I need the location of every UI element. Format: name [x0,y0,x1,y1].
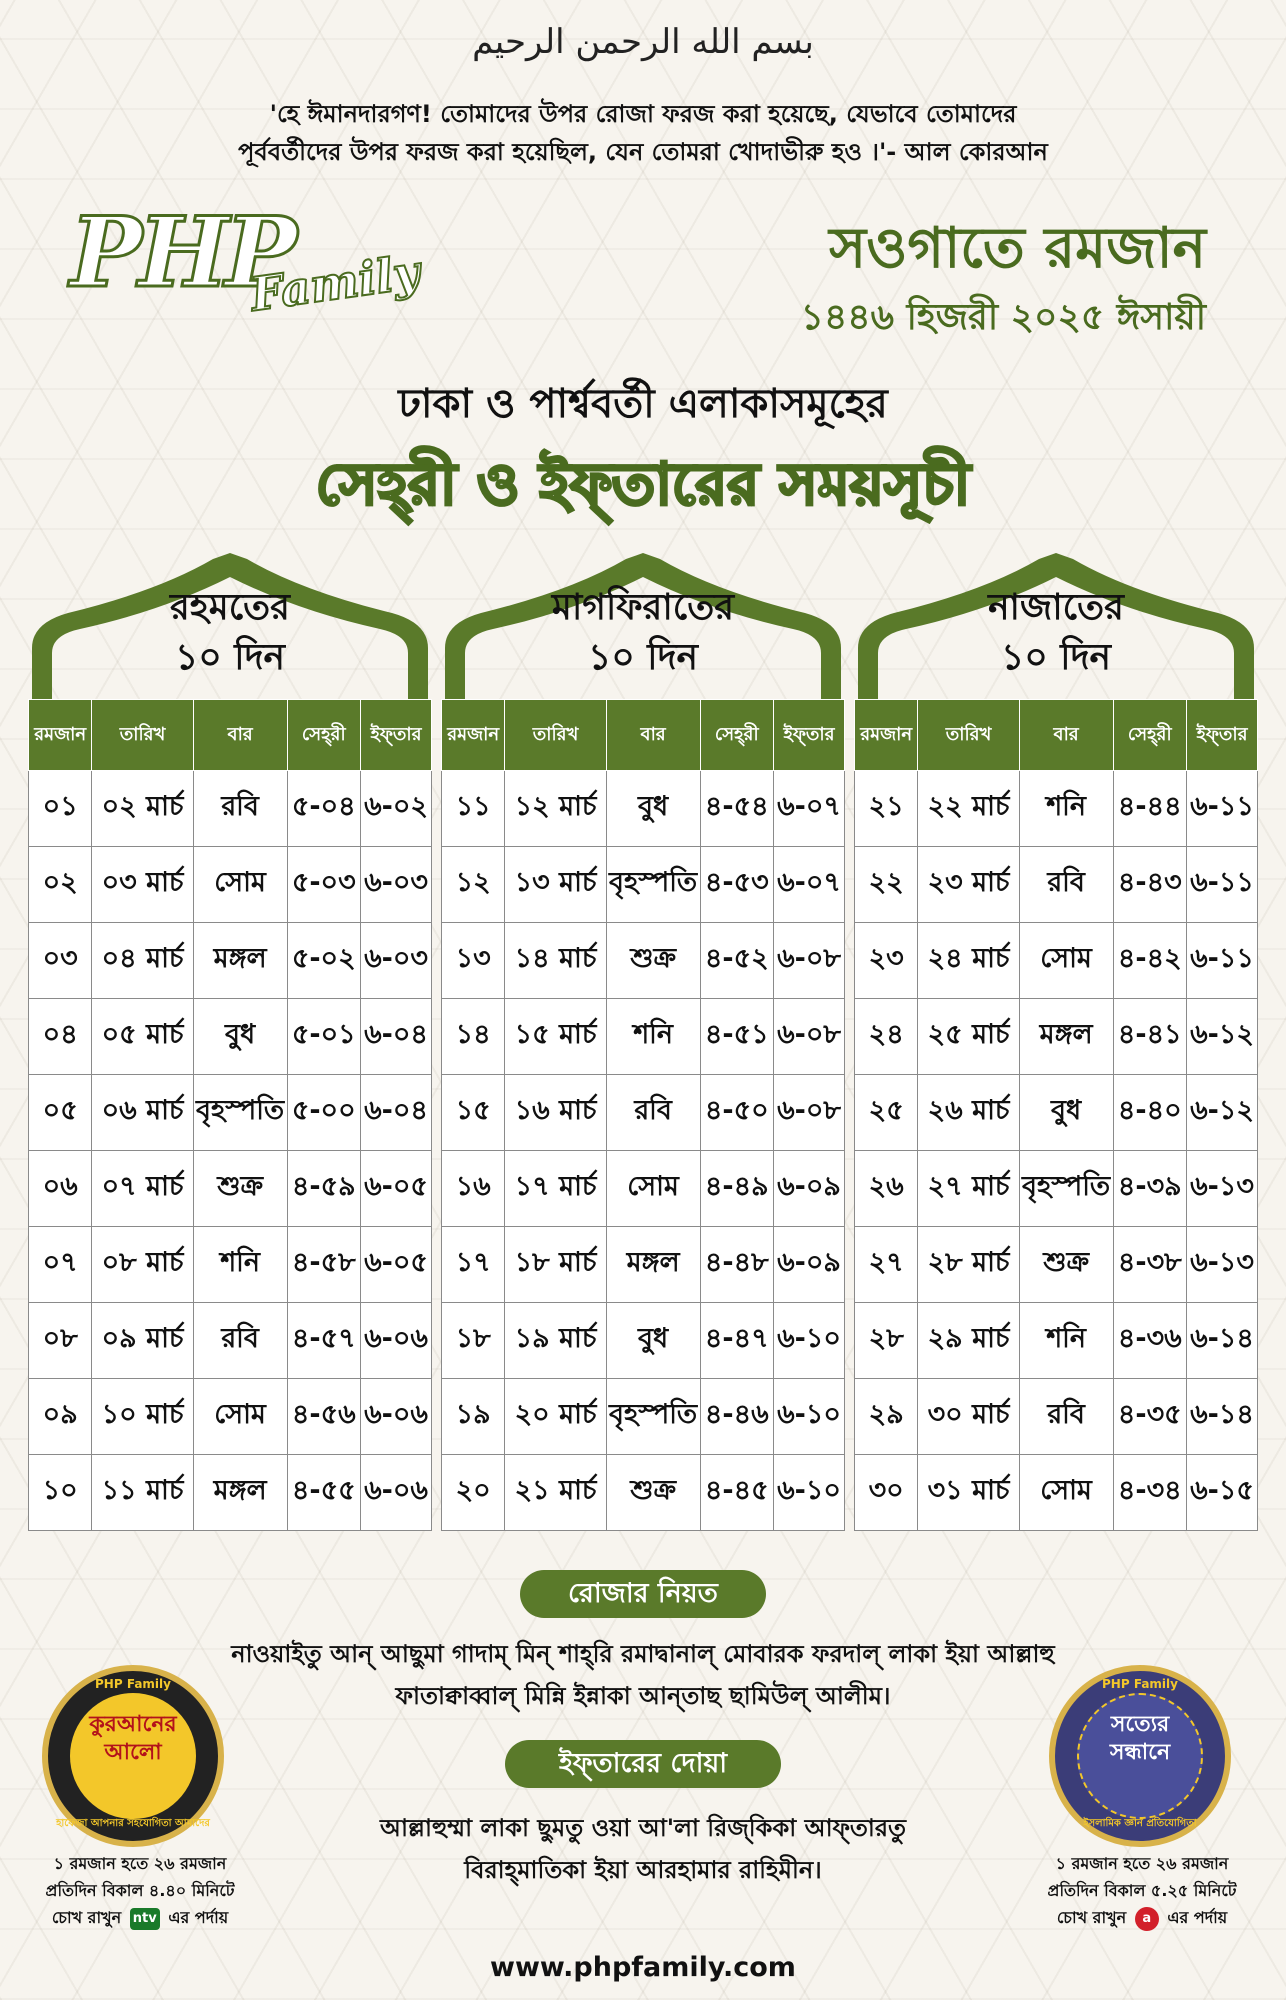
ramadan-number-cell: ০৬ [29,1151,92,1227]
date-cell: ১২ মার্চ [505,771,606,847]
weekday-cell: শনি [1019,771,1113,847]
ramadan-number-cell: ২৯ [855,1379,918,1455]
iftar-time-cell: ৬-১১ [1187,847,1258,923]
table-row [29,1227,432,1303]
sehri-time-cell: ৪-৫০ [700,1075,774,1151]
ramadan-number-cell: ২৬ [855,1151,918,1227]
badge-program-name: কুরআনের আলো [89,1712,177,1765]
logo-family-text: Family [247,244,424,322]
table-row [29,847,432,923]
iftar-time-cell: ৬-১০ [774,1379,845,1455]
period-name: নাজাতের [988,587,1124,628]
sehri-time-cell: ৪-৪৮ [700,1227,774,1303]
weekday-cell: রবি [606,1075,700,1151]
sehri-time-cell: ৪-৪০ [1113,1075,1187,1151]
iftar-time-cell: ৬-০৮ [774,999,845,1075]
period-days: ১০ দিন [175,637,285,678]
weekday-cell: বৃহস্পতি [193,1075,287,1151]
table-row [29,1455,432,1531]
sehri-time-cell: ৪-৪৫ [700,1455,774,1531]
ramadan-number-cell: ০৪ [29,999,92,1075]
ramadan-number-cell: ১৯ [442,1379,505,1455]
schedule-heading: সেহ্‌রী ও ইফ্‌তারের সময়সূচী [315,450,971,518]
iftar-time-cell: ৬-০৮ [774,1075,845,1151]
quran-alo-program-logo [42,1665,224,1847]
ramadan-number-cell: ০২ [29,847,92,923]
table-row [29,999,432,1075]
column-header-ramadan-number: রমজান [442,700,505,771]
ramadan-number-cell: ১৮ [442,1303,505,1379]
table-row [29,1379,432,1455]
table-row [29,1303,432,1379]
iftar-time-cell: ৬-০৬ [361,1303,432,1379]
table-row [442,923,845,999]
table-row [442,847,845,923]
ramadan-number-cell: ০৫ [29,1075,92,1151]
table-row [442,1227,845,1303]
table-row [29,771,432,847]
ramadan-number-cell: ২৮ [855,1303,918,1379]
column-header-date: তারিখ [505,700,606,771]
ramadan-number-cell: ১১ [442,771,505,847]
date-cell: ১৪ মার্চ [505,923,606,999]
iftar-time-cell: ৬-০৯ [774,1227,845,1303]
date-cell: ১৩ মার্চ [505,847,606,923]
date-cell: ২২ মার্চ [918,771,1019,847]
table-row [442,1151,845,1227]
iftar-dua-line-1: আল্লাহুম্মা লাকা ছুমতু ওয়া আ'লা রিজ্‌কিকা আফ্‌তারতু [379,1814,907,1842]
period-title [854,583,1258,683]
column-header-iftar-time: ইফ্‌তার [774,700,845,771]
iftar-time-cell: ৬-১০ [774,1455,845,1531]
period-name: রহমতের [170,587,290,628]
weekday-cell: শুক্র [193,1151,287,1227]
sehri-time-cell: ৪-৪৭ [700,1303,774,1379]
table-row [442,1455,845,1531]
ramadan-number-cell: ০৮ [29,1303,92,1379]
ramadan-number-cell: ১৫ [442,1075,505,1151]
sehri-time-cell: ৫-০১ [287,999,361,1075]
column-header-weekday: বার [193,700,287,771]
campaign-title: সওগাতে রমজান [829,216,1206,281]
column-header-date: তারিখ [918,700,1019,771]
table-row [855,1227,1258,1303]
campaign-year: ১৪৪৬ হিজরী ২০২৫ ঈসায়ী [800,297,1206,338]
ramadan-number-cell: ০৭ [29,1227,92,1303]
table-row [855,1075,1258,1151]
sehri-time-cell: ৪-৫১ [700,999,774,1075]
iftar-time-cell: ৬-১০ [774,1303,845,1379]
date-cell: ৩১ মার্চ [918,1455,1019,1531]
sehri-time-cell: ৪-৫৮ [287,1227,361,1303]
table-header-row [442,700,845,771]
iftar-time-cell: ৬-০৪ [361,999,432,1075]
ramadan-number-cell: ৩০ [855,1455,918,1531]
ramadan-number-cell: ২৫ [855,1075,918,1151]
date-cell: ০৩ মার্চ [92,847,193,923]
niyat-text-line-2: ফাতাক্বাব্বাল্ মিন্নি ইন্নাকা আন্‌তাছ ছামিউল্ আলীম। [395,1682,891,1710]
table-row [855,1379,1258,1455]
asian-tv-broadcast-note [1012,1850,1272,1931]
date-cell: ০৭ মার্চ [92,1151,193,1227]
iftar-time-cell: ৬-১২ [1187,1075,1258,1151]
period-days: ১০ দিন [588,637,698,678]
date-cell: ৩০ মার্চ [918,1379,1019,1455]
sehri-time-cell: ৪-৪৩ [1113,847,1187,923]
weekday-cell: মঙ্গল [1019,999,1113,1075]
date-cell: ০৪ মার্চ [92,923,193,999]
ramadan-number-cell: ২০ [442,1455,505,1531]
weekday-cell: শুক্র [606,1455,700,1531]
weekday-cell: রবি [1019,847,1113,923]
note-screen-text: এর পর্দায় [1167,1908,1228,1927]
weekday-cell: বৃহস্পতি [1019,1151,1113,1227]
column-header-weekday: বার [1019,700,1113,771]
sehri-time-cell: ৪-৫৬ [287,1379,361,1455]
date-cell: ২৮ মার্চ [918,1227,1019,1303]
date-cell: ২৩ মার্চ [918,847,1019,923]
date-cell: ১৭ মার্চ [505,1151,606,1227]
table-header-row [29,700,432,771]
weekday-cell: শনি [1019,1303,1113,1379]
badge-bottom-text: হাফেজা আপনার সহযোগিতা আমাদের [56,1818,210,1829]
column-header-iftar-time: ইফ্‌তার [361,700,432,771]
quran-quote-line-1: 'হে ঈমানদারগণ! তোমাদের উপর রোজা ফরজ করা হয়েছে, যেভাবে তোমাদের [269,100,1017,128]
weekday-cell: বৃহস্পতি [606,1379,700,1455]
sehri-time-cell: ৪-৫৫ [287,1455,361,1531]
table-row [855,1303,1258,1379]
iftar-time-cell: ৬-০৯ [774,1151,845,1227]
table-row [29,1151,432,1227]
table-row [29,923,432,999]
logo-php-text: PHP [70,196,294,309]
ramadan-number-cell: ১০ [29,1455,92,1531]
date-cell: ২৯ মার্চ [918,1303,1019,1379]
weekday-cell: বুধ [193,999,287,1075]
weekday-cell: সোম [606,1151,700,1227]
sehri-time-cell: ৪-৪২ [1113,923,1187,999]
weekday-cell: সোম [193,847,287,923]
table-row [855,999,1258,1075]
ntv-channel-icon: ntv [130,1908,160,1930]
table-row [442,1075,845,1151]
period-title [441,583,845,683]
date-cell: ২০ মার্চ [505,1379,606,1455]
date-cell: ১৮ মার্চ [505,1227,606,1303]
sehri-time-cell: ৪-৩৯ [1113,1151,1187,1227]
bismillah-calligraphy: بسم الله الرحمن الرحيم [472,22,814,62]
weekday-cell: শুক্র [606,923,700,999]
iftar-time-cell: ৬-১১ [1187,771,1258,847]
weekday-cell: মঙ্গল [193,923,287,999]
iftar-dua-label-badge: ইফ্‌তারের দোয়া [505,1740,781,1788]
note-line-2: প্রতিদিন বিকাল ৪.৪০ মিনিটে [45,1881,235,1900]
weekday-cell: বুধ [606,771,700,847]
weekday-cell: শনি [606,999,700,1075]
date-cell: ০৬ মার্চ [92,1075,193,1151]
iftar-time-cell: ৬-০৩ [361,923,432,999]
date-cell: ১৫ মার্চ [505,999,606,1075]
note-line-2: প্রতিদিন বিকাল ৫.২৫ মিনিটে [1047,1881,1237,1900]
period-title [28,583,432,683]
date-cell: ০৯ মার্চ [92,1303,193,1379]
table-row [855,923,1258,999]
weekday-cell: বৃহস্পতি [606,847,700,923]
note-screen-text: এর পর্দায় [168,1908,229,1927]
date-cell: ২৬ মার্চ [918,1075,1019,1151]
iftar-time-cell: ৬-০৫ [361,1227,432,1303]
iftar-time-cell: ৬-০৭ [774,771,845,847]
table-row [855,847,1258,923]
iftar-time-cell: ৬-০৫ [361,1151,432,1227]
schedule-table [854,699,1258,1531]
ramadan-number-cell: ১৩ [442,923,505,999]
column-header-sehri-time: সেহ্‌রী [1113,700,1187,771]
badge-bottom-text: ইসলামিক জ্ঞান প্রতিযোগিতা [1083,1818,1197,1829]
period-name: মাগফিরাতের [551,587,735,628]
date-cell: ২৪ মার্চ [918,923,1019,999]
date-cell: ১৬ মার্চ [505,1075,606,1151]
iftar-time-cell: ৬-০৭ [774,847,845,923]
iftar-time-cell: ৬-০৩ [361,847,432,923]
badge-program-name: সত্যের সন্ধানে [1109,1712,1171,1765]
iftar-time-cell: ৬-১৩ [1187,1151,1258,1227]
weekday-cell: শুক্র [1019,1227,1113,1303]
ramadan-number-cell: ১৪ [442,999,505,1075]
note-line-3 [1012,1904,1272,1931]
weekday-cell: সোম [1019,1455,1113,1531]
iftar-time-cell: ৬-১৫ [1187,1455,1258,1531]
date-cell: ২১ মার্চ [505,1455,606,1531]
sehri-time-cell: ৪-৪১ [1113,999,1187,1075]
ramadan-number-cell: ২২ [855,847,918,923]
weekday-cell: মঙ্গল [193,1455,287,1531]
sehri-time-cell: ৪-৩৮ [1113,1227,1187,1303]
table-row [442,771,845,847]
period-panel-rahmat [28,553,432,1541]
weekday-cell: শনি [193,1227,287,1303]
sehri-time-cell: ৪-৫৭ [287,1303,361,1379]
iftar-time-cell: ৬-০৬ [361,1379,432,1455]
column-header-sehri-time: সেহ্‌রী [700,700,774,771]
period-days: ১০ দিন [1001,637,1111,678]
iftar-time-cell: ৬-১১ [1187,923,1258,999]
column-header-ramadan-number: রমজান [855,700,918,771]
ramadan-number-cell: ২৭ [855,1227,918,1303]
column-header-sehri-time: সেহ্‌রী [287,700,361,771]
iftar-time-cell: ৬-১৪ [1187,1303,1258,1379]
ramadan-number-cell: ১৬ [442,1151,505,1227]
ramadan-number-cell: ০৩ [29,923,92,999]
weekday-cell: বুধ [606,1303,700,1379]
schedule-table [441,699,845,1531]
iftar-time-cell: ৬-১৩ [1187,1227,1258,1303]
date-cell: ০৫ মার্চ [92,999,193,1075]
weekday-cell: মঙ্গল [606,1227,700,1303]
ramadan-number-cell: ০৯ [29,1379,92,1455]
niyat-label-badge: রোজার নিয়ত [520,1570,766,1618]
sehri-time-cell: ৫-০৪ [287,771,361,847]
date-cell: ১০ মার্চ [92,1379,193,1455]
period-panel-magfirat [441,553,845,1541]
sotter-sondhane-program-logo [1049,1665,1231,1847]
note-line-3 [10,1904,270,1931]
ramadan-number-cell: ২৪ [855,999,918,1075]
iftar-dua-line-2: বিরাহ্‌মাতিকা ইয়া আরহামার রাহিমীন। [464,1856,822,1884]
sehri-time-cell: ৫-০৩ [287,847,361,923]
iftar-time-cell: ৬-০৪ [361,1075,432,1151]
column-header-iftar-time: ইফ্‌তার [1187,700,1258,771]
sehri-time-cell: ৪-৩৫ [1113,1379,1187,1455]
badge-top-text: PHP Family [1102,1677,1178,1691]
sehri-time-cell: ৫-০০ [287,1075,361,1151]
note-watch-text: চোখ রাখুন [51,1908,122,1927]
badge-top-text: PHP Family [95,1677,171,1691]
sehri-time-cell: ৪-৪৯ [700,1151,774,1227]
sehri-time-cell: ৪-৫৩ [700,847,774,923]
note-watch-text: চোখ রাখুন [1056,1908,1127,1927]
date-cell: ২৭ মার্চ [918,1151,1019,1227]
iftar-time-cell: ৬-০২ [361,771,432,847]
ramadan-number-cell: ২১ [855,771,918,847]
table-row [29,1075,432,1151]
period-panel-najat [854,553,1258,1541]
weekday-cell: সোম [193,1379,287,1455]
table-header-row [855,700,1258,771]
asian-tv-channel-icon: a [1135,1907,1159,1931]
date-cell: ০২ মার্চ [92,771,193,847]
weekday-cell: রবি [1019,1379,1113,1455]
weekday-cell: সোম [1019,923,1113,999]
sehri-time-cell: ৪-৫৯ [287,1151,361,1227]
ramadan-number-cell: ১২ [442,847,505,923]
iftar-time-cell: ৬-১৪ [1187,1379,1258,1455]
table-row [442,1303,845,1379]
sehri-time-cell: ৪-৪৬ [700,1379,774,1455]
php-family-logo [70,196,430,336]
schedule-table [28,699,432,1531]
sehri-time-cell: ৪-৫৪ [700,771,774,847]
iftar-time-cell: ৬-১২ [1187,999,1258,1075]
sehri-time-cell: ৪-৪৪ [1113,771,1187,847]
table-row [442,1379,845,1455]
iftar-time-cell: ৬-০৬ [361,1455,432,1531]
ramadan-number-cell: ২৩ [855,923,918,999]
ntv-broadcast-note [10,1850,270,1931]
column-header-ramadan-number: রমজান [29,700,92,771]
weekday-cell: রবি [193,1303,287,1379]
table-row [855,771,1258,847]
weekday-cell: রবি [193,771,287,847]
note-line-1: ১ রমজান হতে ২৬ রমজান [53,1854,227,1873]
quran-quote-line-2: পূর্ববর্তীদের উপর ফরজ করা হয়েছিল, যেন তোমরা খোদাভীরু হও ।'- আল কোরআন [238,138,1048,166]
sehri-time-cell: ৫-০২ [287,923,361,999]
iftar-time-cell: ৬-০৮ [774,923,845,999]
sehri-time-cell: ৪-৫২ [700,923,774,999]
sehri-time-cell: ৪-৩৬ [1113,1303,1187,1379]
date-cell: ১১ মার্চ [92,1455,193,1531]
note-line-1: ১ রমজান হতে ২৬ রমজান [1055,1854,1229,1873]
ramadan-number-cell: ১৭ [442,1227,505,1303]
niyat-text-line-1: নাওয়াইতু আন্ আছুমা গাদাম্ মিন্ শাহ্‌রি রমাদ্বানাল্ মোবারক ফরদাল্ লাকা ইয়া আল্লাহু [231,1640,1055,1668]
date-cell: ১৯ মার্চ [505,1303,606,1379]
column-header-date: তারিখ [92,700,193,771]
ramadan-number-cell: ০১ [29,771,92,847]
column-header-weekday: বার [606,700,700,771]
table-row [442,999,845,1075]
date-cell: ২৫ মার্চ [918,999,1019,1075]
date-cell: ০৮ মার্চ [92,1227,193,1303]
area-subheading: ঢাকা ও পার্শ্ববর্তী এলাকাসমূহের [398,381,888,427]
sehri-time-cell: ৪-৩৪ [1113,1455,1187,1531]
table-row [855,1455,1258,1531]
weekday-cell: বুধ [1019,1075,1113,1151]
website-link[interactable]: www.phpfamily.com [490,1952,796,1983]
table-row [855,1151,1258,1227]
